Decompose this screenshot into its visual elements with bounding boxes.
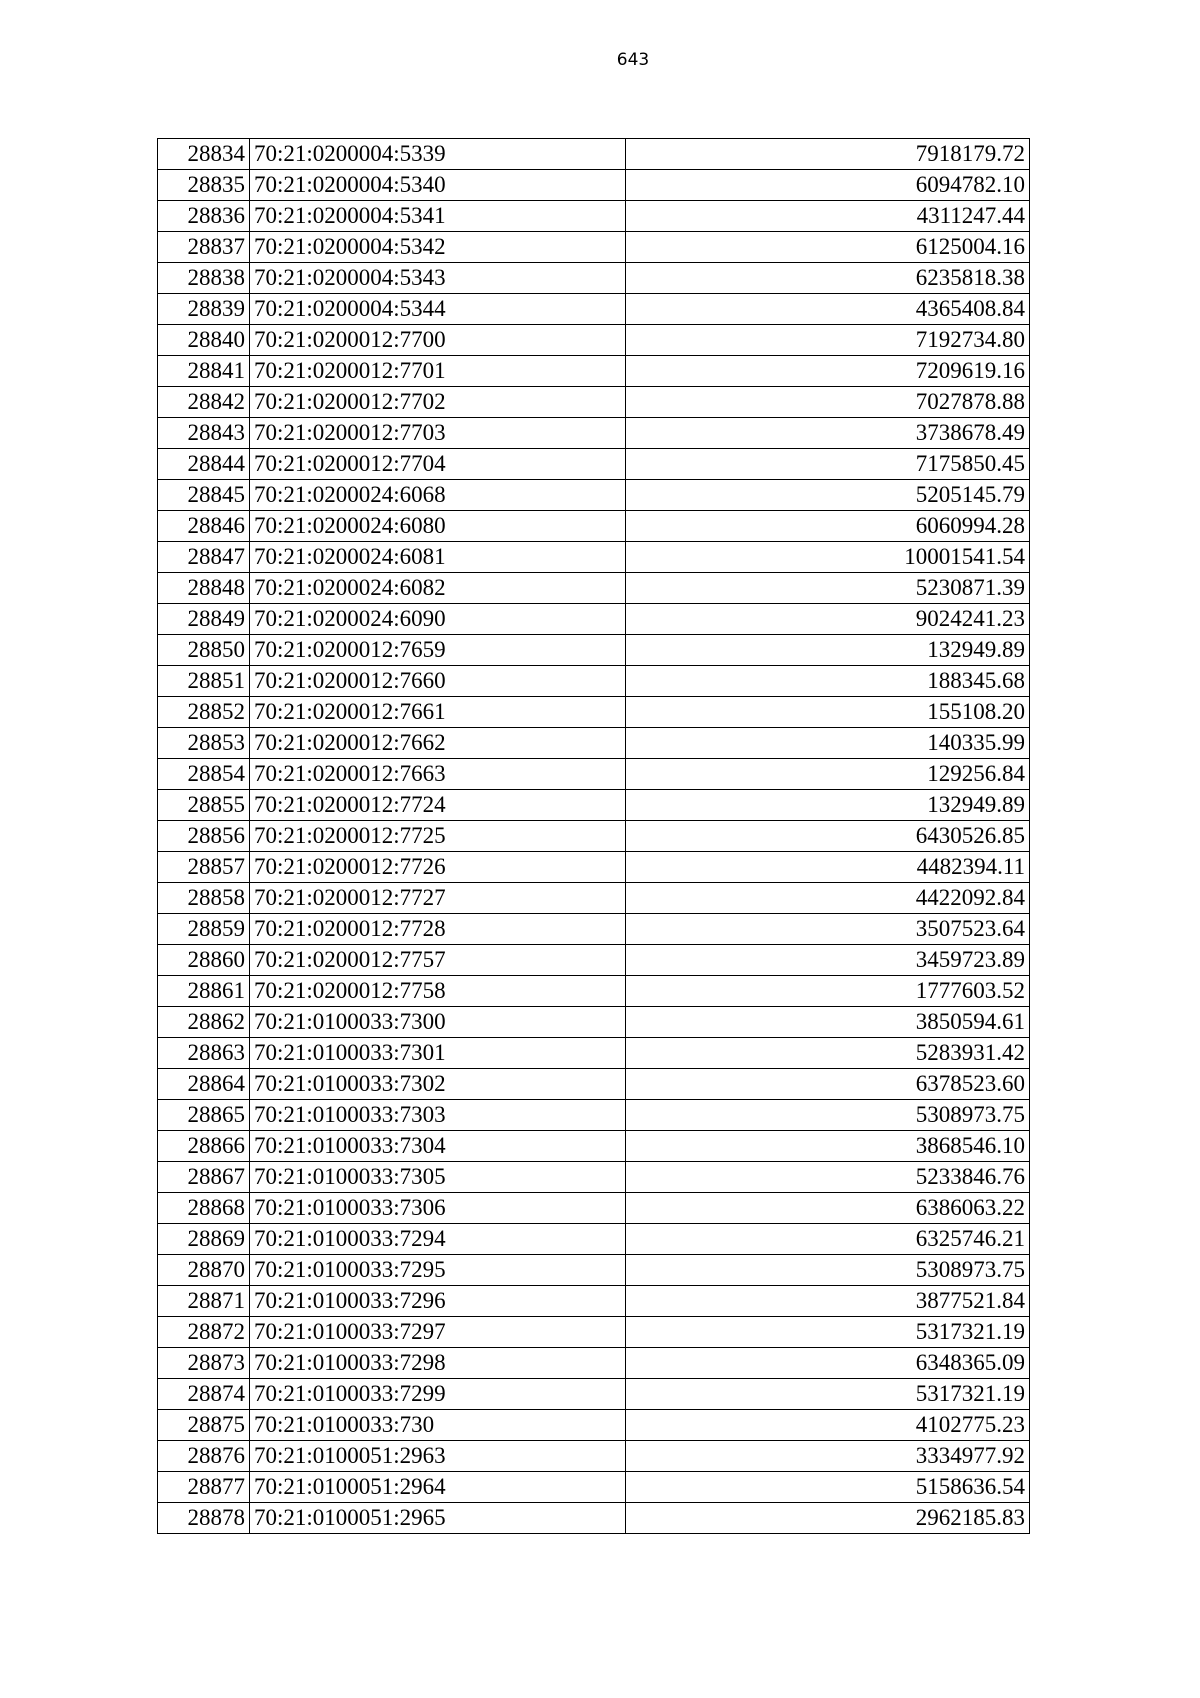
table-row bbox=[158, 883, 1030, 914]
row-number-cell: 28835 bbox=[158, 170, 250, 201]
cadastral-number-cell: 70:21:0200012:7661 bbox=[250, 697, 626, 728]
row-number-cell: 28837 bbox=[158, 232, 250, 263]
cadastral-value-cell: 6235818.38 bbox=[626, 263, 1030, 294]
cadastral-number-cell: 70:21:0200024:6068 bbox=[250, 480, 626, 511]
page-number: 643 bbox=[616, 50, 650, 70]
table-row bbox=[158, 201, 1030, 232]
table-row bbox=[158, 325, 1030, 356]
cadastral-number-cell: 70:21:0200024:6080 bbox=[250, 511, 626, 542]
row-number-cell: 28853 bbox=[158, 728, 250, 759]
cadastral-number-cell: 70:21:0200012:7701 bbox=[250, 356, 626, 387]
cadastral-number-cell: 70:21:0200004:5343 bbox=[250, 263, 626, 294]
table-row bbox=[158, 666, 1030, 697]
cadastral-number-cell: 70:21:0200004:5341 bbox=[250, 201, 626, 232]
cadastral-number-cell: 70:21:0100033:7306 bbox=[250, 1193, 626, 1224]
cadastral-number-cell: 70:21:0100033:7298 bbox=[250, 1348, 626, 1379]
table-row bbox=[158, 294, 1030, 325]
table-row bbox=[158, 945, 1030, 976]
cadastral-value-cell: 7175850.45 bbox=[626, 449, 1030, 480]
table-row bbox=[158, 1193, 1030, 1224]
table-row bbox=[158, 449, 1030, 480]
table-row bbox=[158, 263, 1030, 294]
row-number-cell: 28843 bbox=[158, 418, 250, 449]
table-row bbox=[158, 1379, 1030, 1410]
cadastral-value-cell: 3507523.64 bbox=[626, 914, 1030, 945]
row-number-cell: 28872 bbox=[158, 1317, 250, 1348]
row-number-cell: 28840 bbox=[158, 325, 250, 356]
table-row bbox=[158, 821, 1030, 852]
cadastral-value-cell: 155108.20 bbox=[626, 697, 1030, 728]
cadastral-number-cell: 70:21:0100033:7297 bbox=[250, 1317, 626, 1348]
cadastral-value-cell: 6386063.22 bbox=[626, 1193, 1030, 1224]
cadastral-number-cell: 70:21:0200004:5344 bbox=[250, 294, 626, 325]
cadastral-value-cell: 4311247.44 bbox=[626, 201, 1030, 232]
row-number-cell: 28869 bbox=[158, 1224, 250, 1255]
cadastral-value-table bbox=[157, 138, 1030, 1534]
cadastral-number-cell: 70:21:0100033:7305 bbox=[250, 1162, 626, 1193]
cadastral-number-cell: 70:21:0200012:7660 bbox=[250, 666, 626, 697]
row-number-cell: 28873 bbox=[158, 1348, 250, 1379]
cadastral-value-cell: 6348365.09 bbox=[626, 1348, 1030, 1379]
table-row bbox=[158, 1410, 1030, 1441]
cadastral-number-cell: 70:21:0100033:7300 bbox=[250, 1007, 626, 1038]
cadastral-number-cell: 70:21:0200004:5340 bbox=[250, 170, 626, 201]
table-row bbox=[158, 914, 1030, 945]
table-row bbox=[158, 1007, 1030, 1038]
row-number-cell: 28857 bbox=[158, 852, 250, 883]
cadastral-number-cell: 70:21:0100051:2963 bbox=[250, 1441, 626, 1472]
cadastral-value-cell: 4482394.11 bbox=[626, 852, 1030, 883]
cadastral-value-cell: 9024241.23 bbox=[626, 604, 1030, 635]
cadastral-value-cell: 3334977.92 bbox=[626, 1441, 1030, 1472]
row-number-cell: 28851 bbox=[158, 666, 250, 697]
cadastral-number-cell: 70:21:0200012:7724 bbox=[250, 790, 626, 821]
cadastral-number-cell: 70:21:0100051:2965 bbox=[250, 1503, 626, 1534]
table-row bbox=[158, 418, 1030, 449]
cadastral-number-cell: 70:21:0200012:7727 bbox=[250, 883, 626, 914]
table-row bbox=[158, 1162, 1030, 1193]
cadastral-number-cell: 70:21:0200012:7702 bbox=[250, 387, 626, 418]
row-number-cell: 28867 bbox=[158, 1162, 250, 1193]
cadastral-value-cell: 2962185.83 bbox=[626, 1503, 1030, 1534]
cadastral-value-cell: 3459723.89 bbox=[626, 945, 1030, 976]
row-number-cell: 28865 bbox=[158, 1100, 250, 1131]
table-row bbox=[158, 728, 1030, 759]
table-row bbox=[158, 139, 1030, 170]
cadastral-value-cell: 188345.68 bbox=[626, 666, 1030, 697]
cadastral-number-cell: 70:21:0200012:7728 bbox=[250, 914, 626, 945]
table-row bbox=[158, 1224, 1030, 1255]
table-row bbox=[158, 542, 1030, 573]
row-number-cell: 28861 bbox=[158, 976, 250, 1007]
row-number-cell: 28838 bbox=[158, 263, 250, 294]
cadastral-value-cell: 132949.89 bbox=[626, 790, 1030, 821]
cadastral-value-cell: 5308973.75 bbox=[626, 1100, 1030, 1131]
cadastral-number-cell: 70:21:0200004:5342 bbox=[250, 232, 626, 263]
row-number-cell: 28878 bbox=[158, 1503, 250, 1534]
row-number-cell: 28864 bbox=[158, 1069, 250, 1100]
cadastral-value-cell: 4365408.84 bbox=[626, 294, 1030, 325]
cadastral-number-cell: 70:21:0200012:7725 bbox=[250, 821, 626, 852]
table-row bbox=[158, 1472, 1030, 1503]
cadastral-value-cell: 5205145.79 bbox=[626, 480, 1030, 511]
row-number-cell: 28870 bbox=[158, 1255, 250, 1286]
cadastral-value-cell: 6430526.85 bbox=[626, 821, 1030, 852]
cadastral-value-cell: 3868546.10 bbox=[626, 1131, 1030, 1162]
table-row bbox=[158, 356, 1030, 387]
table-row bbox=[158, 635, 1030, 666]
row-number-cell: 28876 bbox=[158, 1441, 250, 1472]
cadastral-value-cell: 7918179.72 bbox=[626, 139, 1030, 170]
cadastral-number-cell: 70:21:0200012:7757 bbox=[250, 945, 626, 976]
cadastral-value-cell: 5158636.54 bbox=[626, 1472, 1030, 1503]
cadastral-value-cell: 5317321.19 bbox=[626, 1379, 1030, 1410]
table-row bbox=[158, 480, 1030, 511]
cadastral-number-cell: 70:21:0200012:7662 bbox=[250, 728, 626, 759]
row-number-cell: 28846 bbox=[158, 511, 250, 542]
cadastral-value-cell: 4102775.23 bbox=[626, 1410, 1030, 1441]
cadastral-number-cell: 70:21:0100033:7295 bbox=[250, 1255, 626, 1286]
row-number-cell: 28841 bbox=[158, 356, 250, 387]
table-row bbox=[158, 852, 1030, 883]
cadastral-value-cell: 3738678.49 bbox=[626, 418, 1030, 449]
table-row bbox=[158, 604, 1030, 635]
row-number-cell: 28852 bbox=[158, 697, 250, 728]
cadastral-value-cell: 6060994.28 bbox=[626, 511, 1030, 542]
table-row bbox=[158, 232, 1030, 263]
cadastral-number-cell: 70:21:0100033:7299 bbox=[250, 1379, 626, 1410]
row-number-cell: 28862 bbox=[158, 1007, 250, 1038]
cadastral-value-cell: 3850594.61 bbox=[626, 1007, 1030, 1038]
cadastral-number-cell: 70:21:0100033:7302 bbox=[250, 1069, 626, 1100]
row-number-cell: 28845 bbox=[158, 480, 250, 511]
table-row bbox=[158, 511, 1030, 542]
table-row bbox=[158, 976, 1030, 1007]
cadastral-number-cell: 70:21:0100033:7296 bbox=[250, 1286, 626, 1317]
row-number-cell: 28863 bbox=[158, 1038, 250, 1069]
table-body bbox=[158, 139, 1030, 1534]
cadastral-number-cell: 70:21:0200012:7704 bbox=[250, 449, 626, 480]
cadastral-value-cell: 6325746.21 bbox=[626, 1224, 1030, 1255]
table-row bbox=[158, 1100, 1030, 1131]
table-row bbox=[158, 573, 1030, 604]
cadastral-number-cell: 70:21:0200024:6082 bbox=[250, 573, 626, 604]
cadastral-value-cell: 140335.99 bbox=[626, 728, 1030, 759]
cadastral-value-cell: 5233846.76 bbox=[626, 1162, 1030, 1193]
cadastral-number-cell: 70:21:0200012:7758 bbox=[250, 976, 626, 1007]
cadastral-number-cell: 70:21:0200012:7700 bbox=[250, 325, 626, 356]
row-number-cell: 28842 bbox=[158, 387, 250, 418]
table-row bbox=[158, 759, 1030, 790]
cadastral-number-cell: 70:21:0100033:7294 bbox=[250, 1224, 626, 1255]
row-number-cell: 28834 bbox=[158, 139, 250, 170]
row-number-cell: 28848 bbox=[158, 573, 250, 604]
row-number-cell: 28850 bbox=[158, 635, 250, 666]
cadastral-value-cell: 5308973.75 bbox=[626, 1255, 1030, 1286]
cadastral-value-cell: 7209619.16 bbox=[626, 356, 1030, 387]
row-number-cell: 28874 bbox=[158, 1379, 250, 1410]
row-number-cell: 28858 bbox=[158, 883, 250, 914]
table-row bbox=[158, 697, 1030, 728]
cadastral-value-cell: 132949.89 bbox=[626, 635, 1030, 666]
cadastral-number-cell: 70:21:0100033:730 bbox=[250, 1410, 626, 1441]
table-row bbox=[158, 1286, 1030, 1317]
cadastral-number-cell: 70:21:0200024:6081 bbox=[250, 542, 626, 573]
cadastral-number-cell: 70:21:0200004:5339 bbox=[250, 139, 626, 170]
cadastral-number-cell: 70:21:0100033:7303 bbox=[250, 1100, 626, 1131]
row-number-cell: 28855 bbox=[158, 790, 250, 821]
table-row bbox=[158, 1317, 1030, 1348]
cadastral-value-cell: 1777603.52 bbox=[626, 976, 1030, 1007]
cadastral-value-cell: 6378523.60 bbox=[626, 1069, 1030, 1100]
cadastral-number-cell: 70:21:0200012:7703 bbox=[250, 418, 626, 449]
cadastral-value-cell: 7027878.88 bbox=[626, 387, 1030, 418]
cadastral-value-cell: 3877521.84 bbox=[626, 1286, 1030, 1317]
row-number-cell: 28849 bbox=[158, 604, 250, 635]
table-row bbox=[158, 1441, 1030, 1472]
row-number-cell: 28868 bbox=[158, 1193, 250, 1224]
table-row bbox=[158, 790, 1030, 821]
row-number-cell: 28871 bbox=[158, 1286, 250, 1317]
row-number-cell: 28839 bbox=[158, 294, 250, 325]
table-row bbox=[158, 1503, 1030, 1534]
cadastral-number-cell: 70:21:0200024:6090 bbox=[250, 604, 626, 635]
row-number-cell: 28875 bbox=[158, 1410, 250, 1441]
table-row bbox=[158, 1348, 1030, 1379]
cadastral-number-cell: 70:21:0200012:7663 bbox=[250, 759, 626, 790]
cadastral-number-cell: 70:21:0100033:7304 bbox=[250, 1131, 626, 1162]
cadastral-number-cell: 70:21:0100051:2964 bbox=[250, 1472, 626, 1503]
cadastral-value-cell: 5230871.39 bbox=[626, 573, 1030, 604]
cadastral-value-cell: 4422092.84 bbox=[626, 883, 1030, 914]
row-number-cell: 28836 bbox=[158, 201, 250, 232]
row-number-cell: 28854 bbox=[158, 759, 250, 790]
row-number-cell: 28877 bbox=[158, 1472, 250, 1503]
row-number-cell: 28844 bbox=[158, 449, 250, 480]
table-row bbox=[158, 1038, 1030, 1069]
cadastral-value-cell: 5317321.19 bbox=[626, 1317, 1030, 1348]
cadastral-number-cell: 70:21:0200012:7659 bbox=[250, 635, 626, 666]
table-row bbox=[158, 1069, 1030, 1100]
cadastral-value-cell: 5283931.42 bbox=[626, 1038, 1030, 1069]
table-row bbox=[158, 170, 1030, 201]
cadastral-number-cell: 70:21:0200012:7726 bbox=[250, 852, 626, 883]
row-number-cell: 28860 bbox=[158, 945, 250, 976]
row-number-cell: 28847 bbox=[158, 542, 250, 573]
table-row bbox=[158, 387, 1030, 418]
row-number-cell: 28866 bbox=[158, 1131, 250, 1162]
cadastral-value-cell: 6094782.10 bbox=[626, 170, 1030, 201]
table-row bbox=[158, 1255, 1030, 1286]
cadastral-number-cell: 70:21:0100033:7301 bbox=[250, 1038, 626, 1069]
row-number-cell: 28859 bbox=[158, 914, 250, 945]
cadastral-value-cell: 7192734.80 bbox=[626, 325, 1030, 356]
table-row bbox=[158, 1131, 1030, 1162]
row-number-cell: 28856 bbox=[158, 821, 250, 852]
cadastral-value-cell: 6125004.16 bbox=[626, 232, 1030, 263]
cadastral-value-cell: 10001541.54 bbox=[626, 542, 1030, 573]
cadastral-value-cell: 129256.84 bbox=[626, 759, 1030, 790]
